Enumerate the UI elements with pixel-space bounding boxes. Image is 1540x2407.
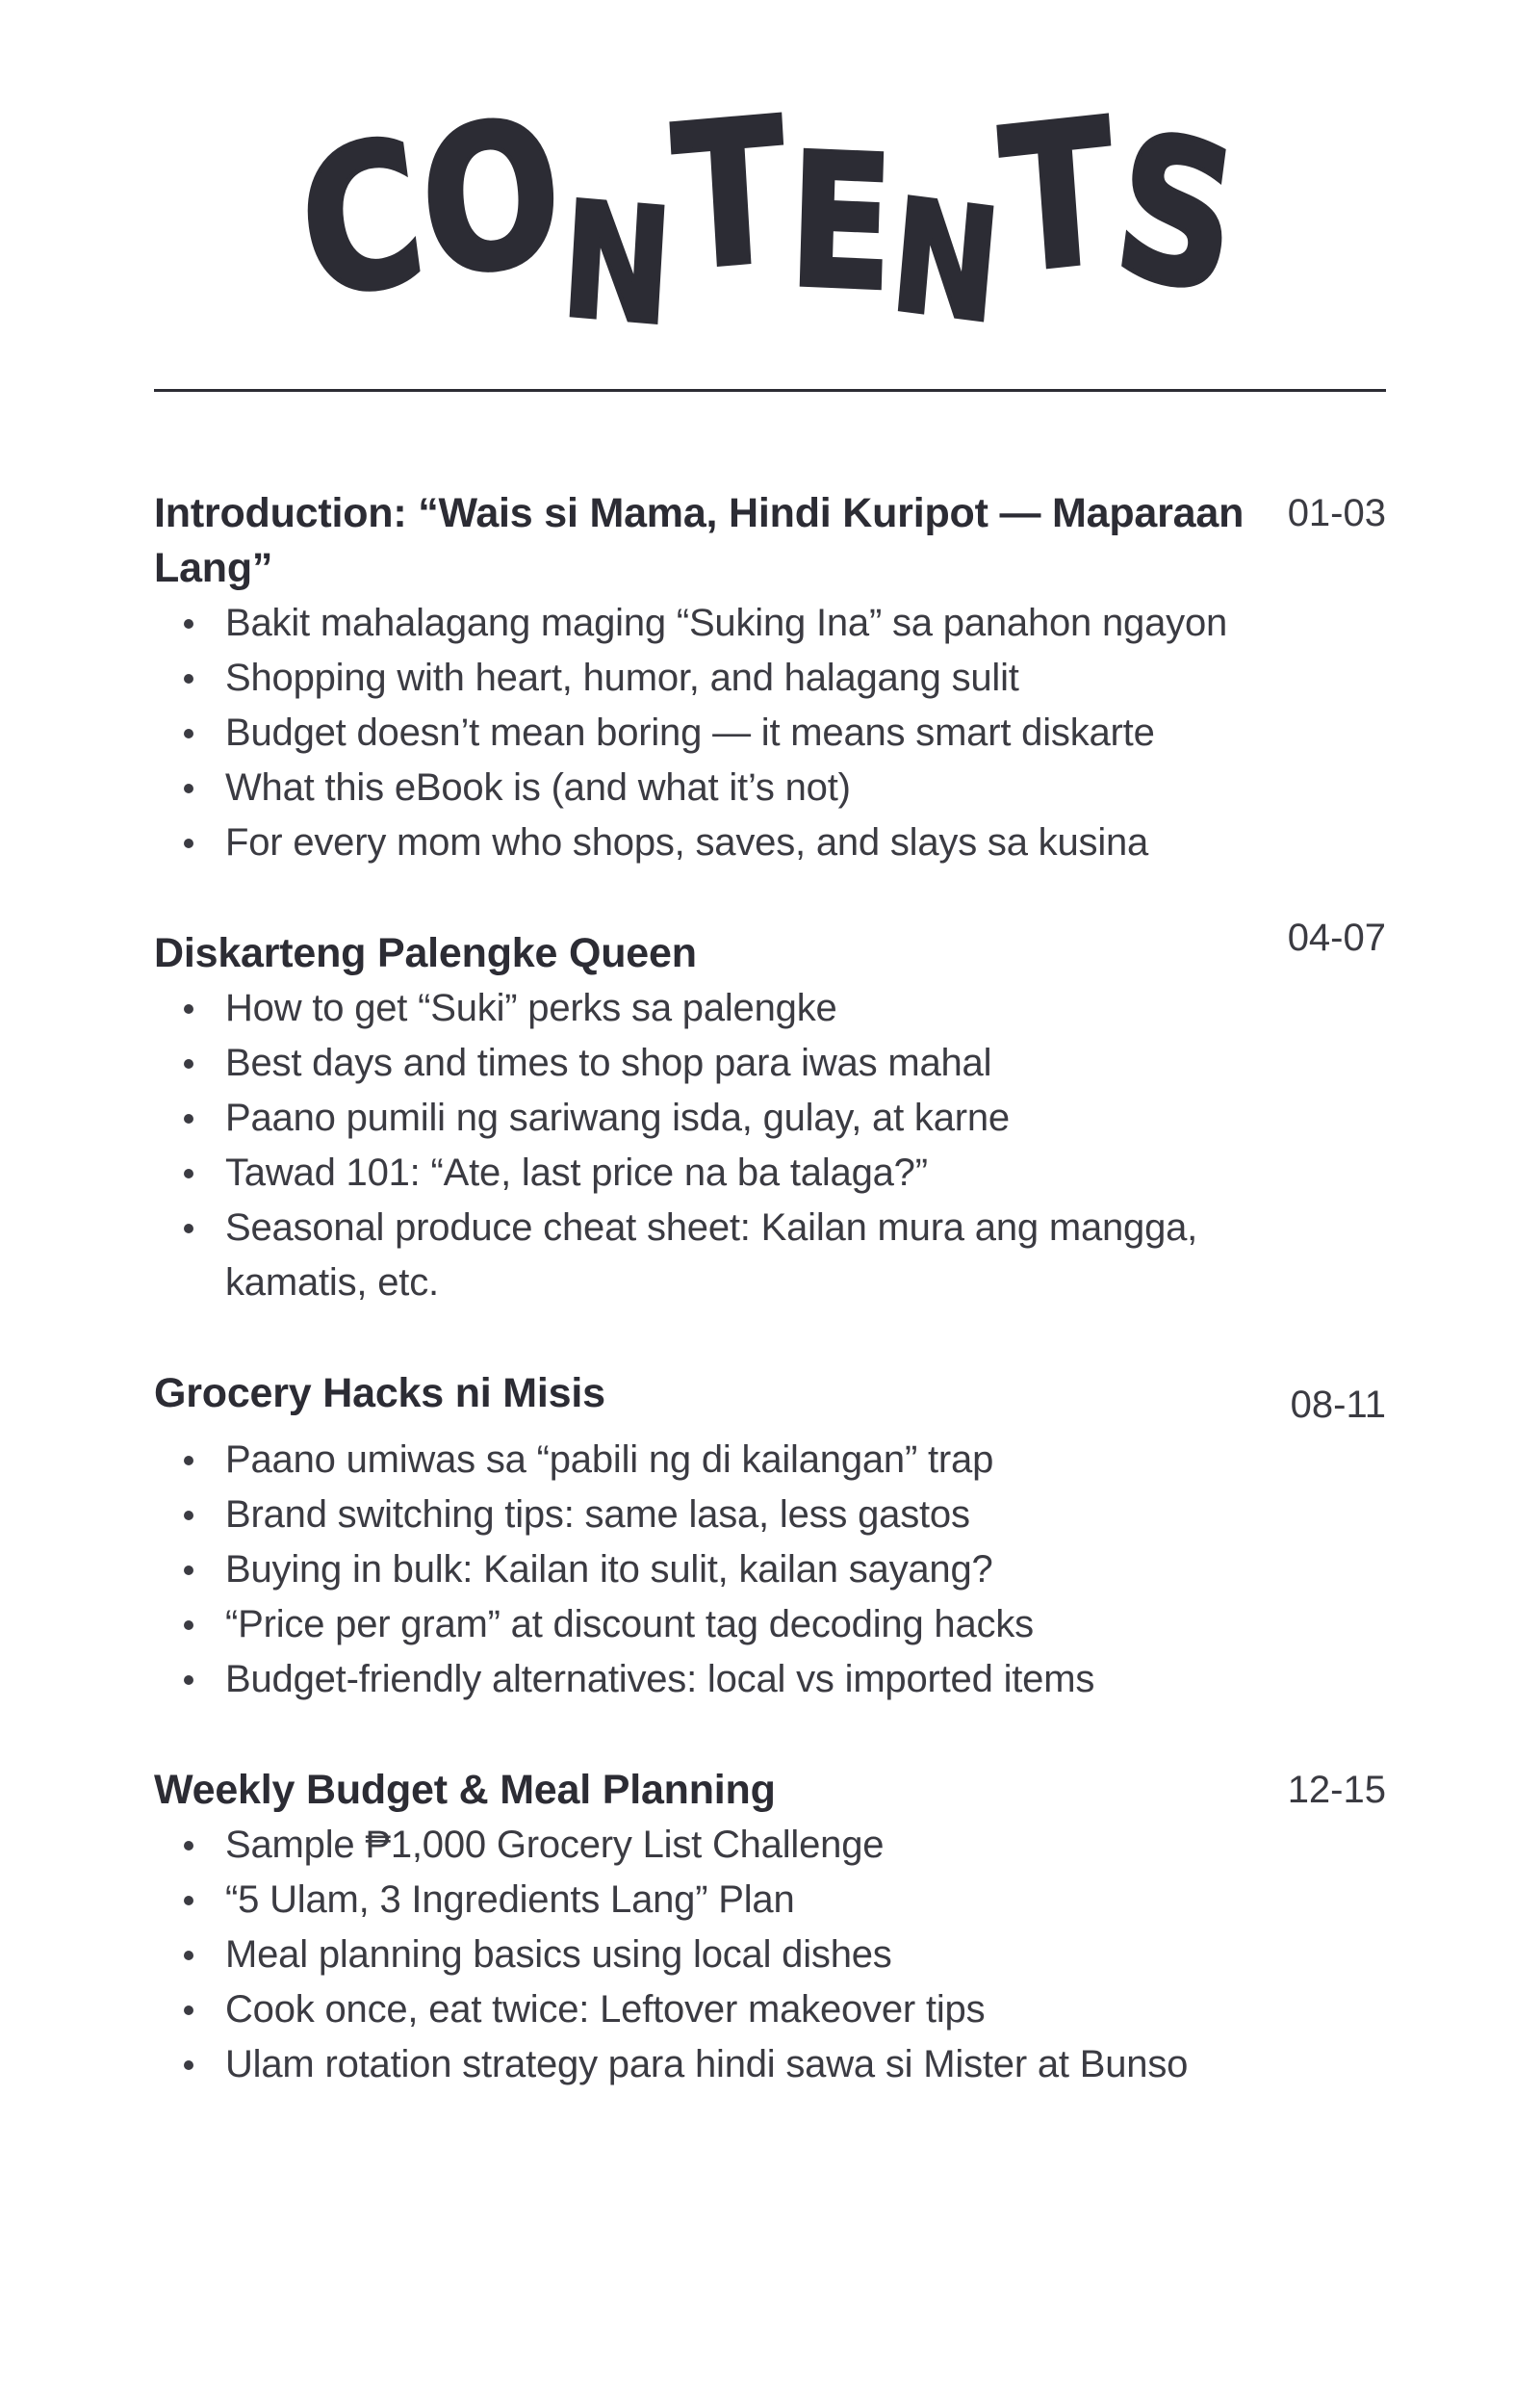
toc-item [154,706,1386,761]
page-range: 01-03 [1287,492,1386,534]
toc-item-text: Bakit mahalagang maging “Suking Ina” sa panahon ngayon [225,602,1228,644]
table-of-contents [0,486,1540,2092]
toc-item-text: Budget doesn’t mean boring — it means smart diskarte [225,712,1155,754]
toc-item-text: Tawad 101: “Ate, last price na ba talaga?” [225,1152,928,1194]
section-item-list [154,981,1386,1310]
toc-item [154,981,1386,1036]
toc-item [154,2037,1386,2092]
bullet-icon [184,839,193,848]
toc-item [154,1818,1386,1873]
toc-item [154,815,1386,870]
bullet-icon [184,674,193,684]
toc-item [154,1928,1386,1982]
bullet-icon [184,784,193,793]
toc-item-text: “5 Ulam, 3 Ingredients Lang” Plan [225,1878,795,1921]
toc-item [154,1982,1386,2037]
section-header [154,917,1386,981]
toc-item [154,761,1386,815]
section-item-list [154,1818,1386,2092]
toc-item [154,651,1386,706]
section-item-list [154,1433,1386,1707]
toc-item [154,1597,1386,1652]
toc-item [154,1652,1386,1707]
toc-item [154,1201,1386,1310]
title-area [0,0,1540,361]
toc-section-introduction [154,486,1386,870]
bullet-icon [184,1456,193,1465]
toc-item-text: How to get “Suki” perks sa palengke [225,987,837,1029]
bullet-icon [184,1896,193,1905]
toc-item [154,1433,1386,1488]
toc-item-text: Budget-friendly alternatives: local vs imported items [225,1658,1095,1700]
bullet-icon [184,2006,193,2015]
bullet-icon [184,619,193,629]
page-range: 04-07 [1287,917,1386,959]
page-title: CONTENTS [289,76,1252,361]
toc-item-text: Seasonal produce cheat sheet: Kailan mura ang mangga, kamatis, etc. [225,1206,1198,1304]
toc-item-text: Paano umiwas sa “pabili ng di kailangan” trap [225,1438,994,1481]
bullet-icon [184,729,193,738]
toc-item [154,1542,1386,1597]
bullet-icon [184,1059,193,1069]
toc-item [154,1873,1386,1928]
toc-item-text: Buying in bulk: Kailan ito sulit, kailan sayang? [225,1548,993,1591]
section-heading: Diskarteng Palengke Queen [154,930,697,976]
bullet-icon [184,1511,193,1520]
section-heading: Introduction: “Wais si Mama, Hindi Kuripot — Maparaan Lang” [154,490,1245,591]
bullet-icon [184,1169,193,1178]
toc-item-text: What this eBook is (and what it’s not) [225,766,851,809]
bullet-icon [184,1224,193,1233]
bullet-icon [184,1675,193,1685]
bullet-icon [184,2060,193,2070]
section-header [154,486,1386,596]
toc-item-text: Ulam rotation strategy para hindi sawa si Mister at Bunso [225,2043,1189,2085]
toc-section-palengke-queen [154,917,1386,1310]
toc-item-text: Cook once, eat twice: Leftover makeover tips [225,1988,986,2031]
section-heading: Weekly Budget & Meal Planning [154,1767,776,1813]
toc-item-text: Sample ₱1,000 Grocery List Challenge [225,1824,885,1866]
toc-item [154,1091,1386,1146]
toc-item-text: Brand switching tips: same lasa, less gastos [225,1493,970,1536]
bullet-icon [184,1951,193,1960]
section-header [154,1763,1386,1818]
toc-item [154,1488,1386,1542]
bullet-icon [184,1620,193,1630]
section-heading: Grocery Hacks ni Misis [154,1370,605,1416]
toc-item [154,1036,1386,1091]
page-range: 08-11 [1290,1384,1386,1426]
toc-item-text: Paano pumili ng sariwang isda, gulay, at karne [225,1097,1010,1139]
bullet-icon [184,1114,193,1124]
bullet-icon [184,1004,193,1014]
section-header [154,1366,1386,1433]
toc-item-text: Meal planning basics using local dishes [225,1933,892,1976]
toc-item-text: Best days and times to shop para iwas mahal [225,1042,992,1084]
toc-item [154,596,1386,651]
toc-item-text: For every mom who shops, saves, and slays sa kusina [225,821,1149,864]
section-item-list [154,596,1386,870]
toc-item-text: “Price per gram” at discount tag decoding hacks [225,1603,1034,1645]
bullet-icon [184,1841,193,1851]
page-range: 12-15 [1287,1769,1386,1811]
toc-section-grocery-hacks [154,1366,1386,1707]
toc-item [154,1146,1386,1201]
bullet-icon [184,1566,193,1575]
toc-item-text: Shopping with heart, humor, and halagang sulit [225,657,1019,699]
toc-section-meal-planning [154,1763,1386,2092]
divider [154,389,1386,392]
